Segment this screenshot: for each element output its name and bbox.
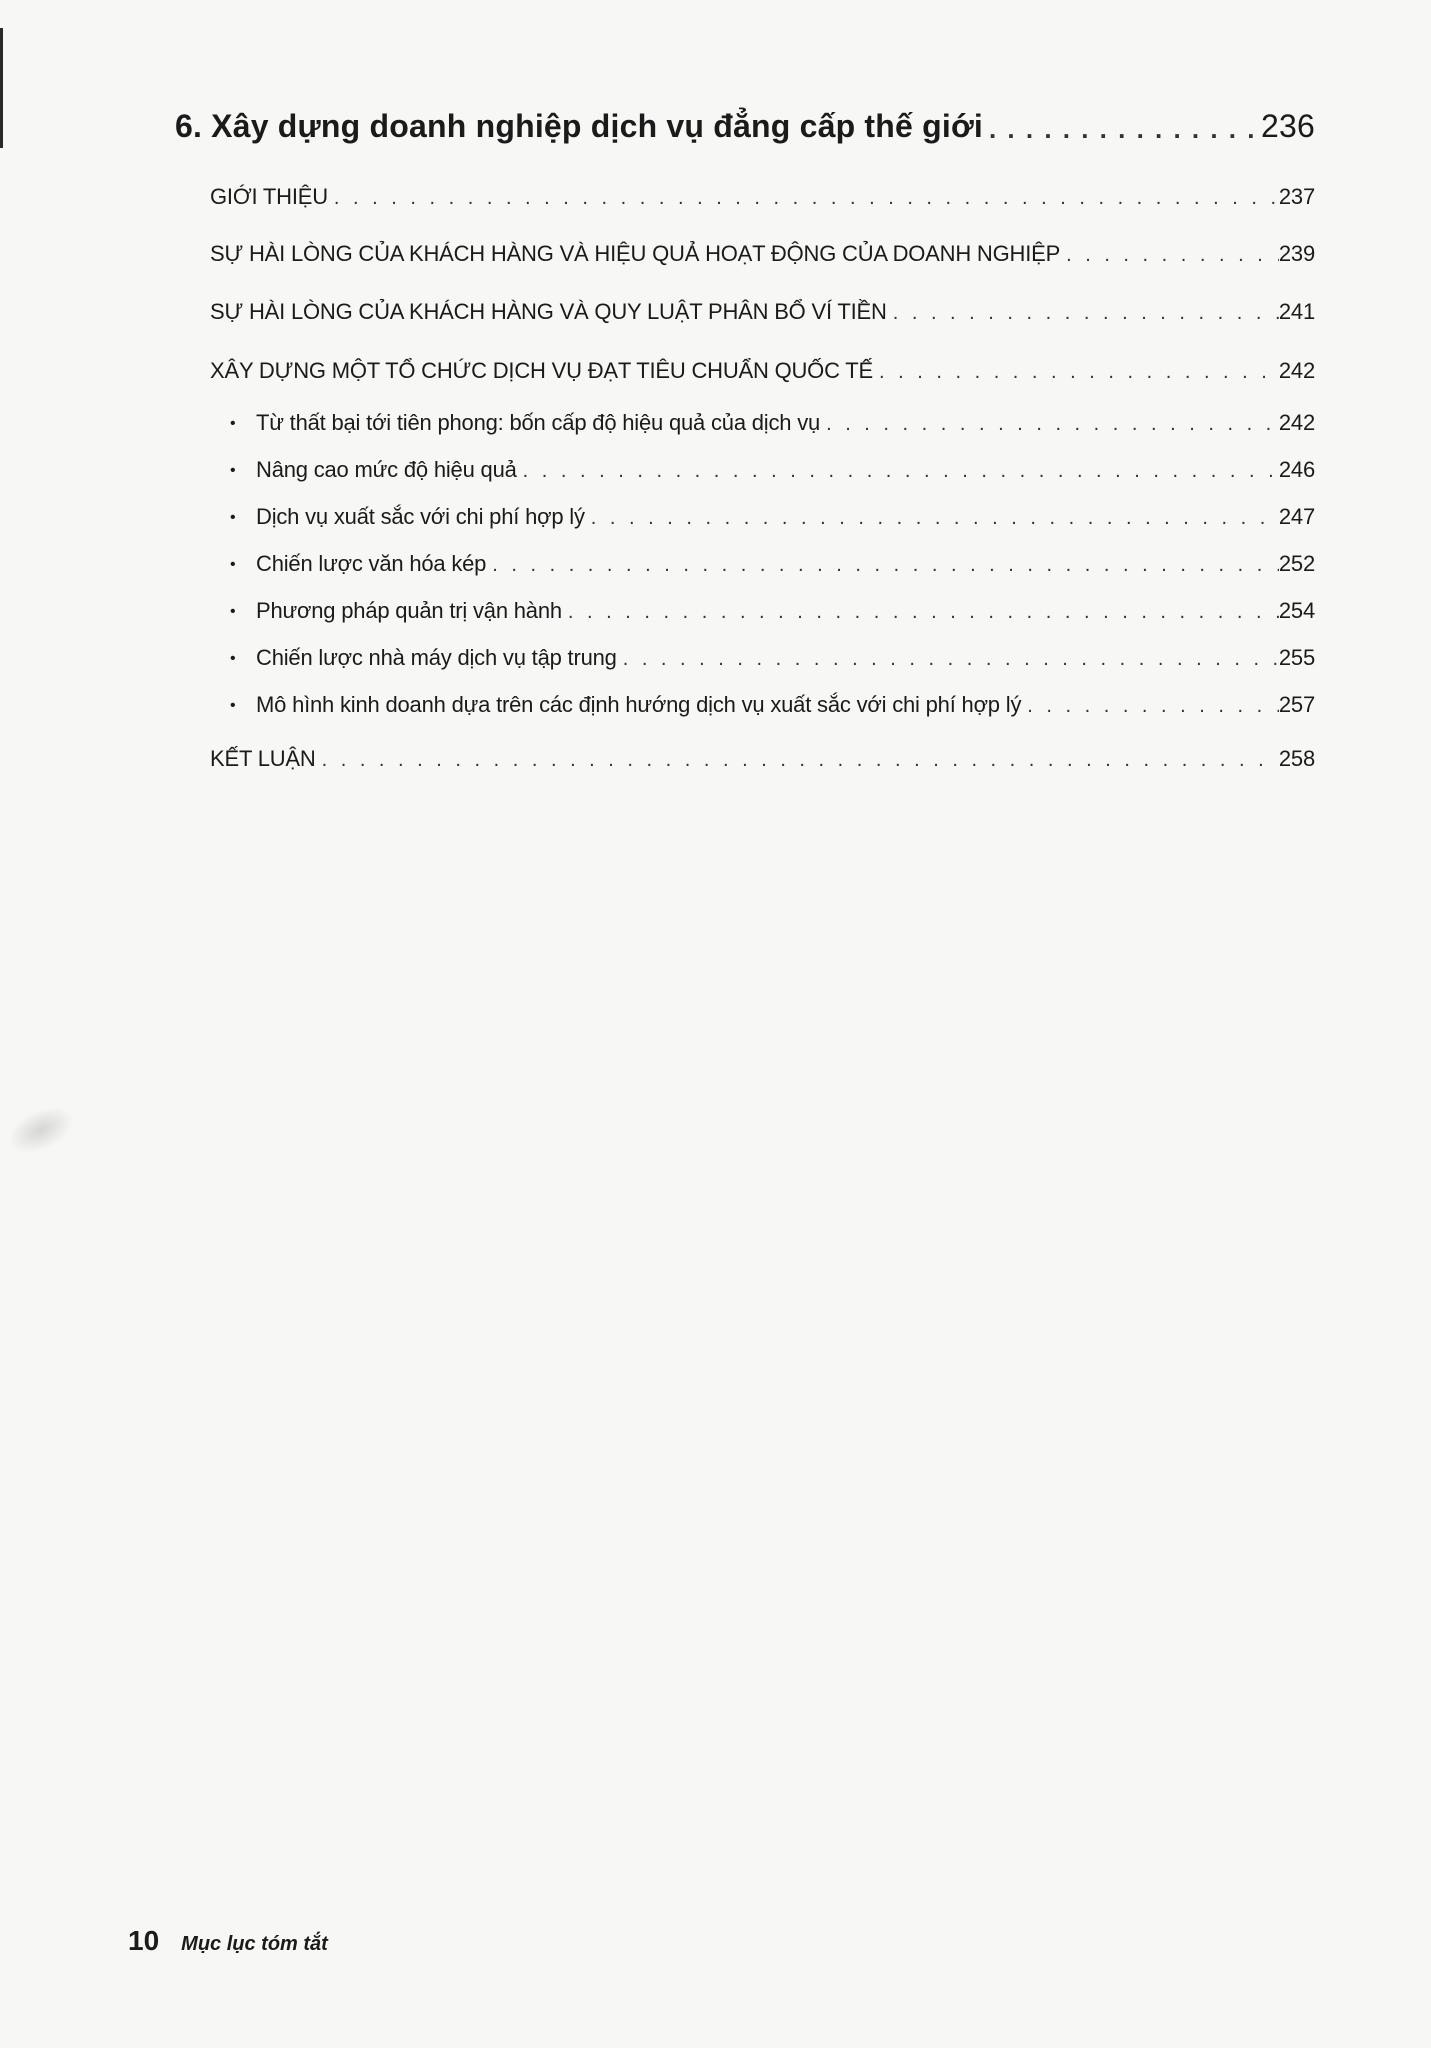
page-smudge — [1, 1097, 81, 1163]
toc-entry-page: 252 — [1278, 551, 1315, 576]
toc-entry-sub — [230, 598, 1315, 624]
toc-entry-title: SỰ HÀI LÒNG CỦA KHÁCH HÀNG VÀ QUY LUẬT PHÂN BỔ VÍ TIỀN — [210, 299, 887, 324]
bullet-icon: • — [230, 509, 236, 527]
toc-entry-title: Chiến lược văn hóa kép — [256, 551, 487, 576]
dot-leader — [983, 114, 1261, 145]
dot-leader — [562, 601, 1279, 624]
dot-leader — [1021, 695, 1279, 718]
toc-entry-sub — [230, 645, 1315, 671]
bullet-icon: • — [230, 556, 236, 574]
toc-entry-sub — [230, 410, 1315, 436]
dot-leader — [873, 361, 1279, 384]
chapter-page-number: 236 — [1261, 108, 1315, 144]
toc-entry-page: 241 — [1278, 299, 1315, 324]
toc-entry-sub — [230, 504, 1315, 530]
toc-entry-page: 242 — [1278, 410, 1315, 435]
dot-leader — [316, 749, 1279, 772]
dot-leader — [328, 187, 1279, 210]
bullet-icon: • — [230, 415, 236, 433]
page-edge-mark — [0, 28, 3, 148]
dot-leader — [585, 507, 1279, 530]
page-footer — [128, 1925, 328, 1957]
dot-leader — [517, 460, 1279, 483]
toc-entry-page: 257 — [1278, 692, 1315, 717]
toc-entry-title: XÂY DỰNG MỘT TỔ CHỨC DỊCH VỤ ĐẠT TIÊU CHUẨN QUỐC TẾ — [210, 358, 874, 383]
toc-entry-page: 239 — [1278, 241, 1315, 266]
dot-leader — [617, 648, 1279, 671]
toc-entry-page: 242 — [1278, 358, 1315, 383]
bullet-icon: • — [230, 603, 236, 621]
page-number: 10 — [128, 1925, 160, 1956]
toc-entry-title: Nâng cao mức độ hiệu quả — [256, 457, 517, 482]
toc-entry-title: Mô hình kinh doanh dựa trên các định hướng dịch vụ xuất sắc với chi phí hợp lý — [256, 692, 1022, 717]
toc-entry-section — [210, 299, 1315, 325]
toc-entry-sub — [230, 457, 1315, 483]
dot-leader — [820, 413, 1279, 436]
toc-entry-section — [210, 358, 1315, 384]
toc-entry-section — [210, 746, 1315, 772]
toc-entry-sub — [230, 551, 1315, 577]
dot-leader — [1060, 244, 1279, 267]
bullet-icon: • — [230, 650, 236, 668]
toc-entry-title: Từ thất bại tới tiên phong: bốn cấp độ hiệu quả của dịch vụ — [256, 410, 821, 435]
dot-leader — [486, 554, 1279, 577]
chapter-heading — [175, 108, 1315, 145]
running-title: Mục lục tóm tắt — [181, 1933, 328, 1955]
toc-entry-title: KẾT LUẬN — [210, 746, 316, 771]
toc-entry-page: 254 — [1278, 598, 1315, 623]
dot-leader — [887, 302, 1279, 325]
toc-entry-title: GIỚI THIỆU — [210, 184, 328, 209]
toc-entry-title: SỰ HÀI LÒNG CỦA KHÁCH HÀNG VÀ HIỆU QUẢ HOẠT ĐỘNG CỦA DOANH NGHIỆP — [210, 241, 1061, 266]
toc-entry-title: Phương pháp quản trị vận hành — [256, 598, 562, 623]
toc-entry-section — [210, 241, 1315, 267]
chapter-title: 6. Xây dựng doanh nghiệp dịch vụ đẳng cấp thế giới — [175, 108, 983, 144]
toc-entry-section — [210, 184, 1315, 210]
bullet-icon: • — [230, 462, 236, 480]
toc-entry-page: 246 — [1278, 457, 1315, 482]
toc-entry-title: Chiến lược nhà máy dịch vụ tập trung — [256, 645, 617, 670]
toc-entry-page: 258 — [1278, 746, 1315, 771]
bullet-icon: • — [230, 697, 236, 715]
toc-entry-page: 237 — [1278, 184, 1315, 209]
toc-entry-title: Dịch vụ xuất sắc với chi phí hợp lý — [256, 504, 585, 529]
toc-entry-page: 247 — [1278, 504, 1315, 529]
toc-entry-sub — [230, 692, 1315, 718]
toc-entry-page: 255 — [1278, 645, 1315, 670]
